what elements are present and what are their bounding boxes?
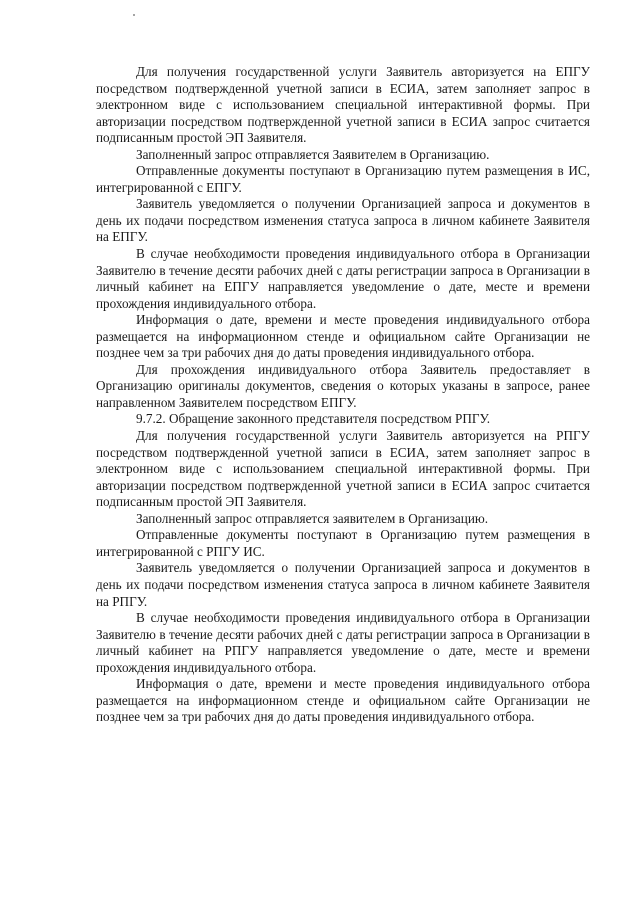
paragraph-applicant-notified: Заявитель уведомляется о получении Организацией запроса и документов в день их подачи посредством изменения статуса запроса в личном кабинете Заявителя на ЕПГУ. (96, 196, 590, 245)
paragraph-applicant-notified-rpgu: Заявитель уведомляется о получении Организацией запроса и документов в день их подачи посредством изменения статуса запроса в личном кабинете Заявителя на РПГУ. (96, 560, 590, 609)
scan-dot (133, 14, 135, 16)
document-page (96, 64, 590, 726)
paragraph-epgu-authorization: Для получения государственной услуги Заявитель авторизуется на ЕПГУ посредством подтвержденной учетной записи в ЕСИА, затем заполняет запрос в электронном виде с использованием специальной интерактивной формы. При авторизации посредством подтвержденной учетной записи в ЕСИА запрос считается подписанным простой ЭП Заявителя. (96, 64, 590, 146)
paragraph-originals: Для прохождения индивидуального отбора Заявитель предоставляет в Организацию оригиналы документов, сведения о которых указаны в запросе, ранее направленном Заявителем посредством ЕПГУ. (96, 361, 590, 410)
paragraph-request-sent-rpgu: Заполненный запрос отправляется заявителем в Организацию. (136, 510, 489, 526)
paragraph-selection-info: Информация о дате, времени и месте проведения индивидуального отбора размещается на информационном стенде и официальном сайте Организации не позднее чем за три рабочих дня до даты проведения индивидуального отбора. (96, 312, 590, 361)
section-heading-9-7-2: 9.7.2. Обращение законного представителя посредством РПГУ. (136, 411, 491, 427)
paragraph-rpgu-authorization: Для получения государственной услуги Заявитель авторизуется на РПГУ посредством подтвержденной учетной записи в ЕСИА, затем заполняет запрос в электронном виде с использованием специальной интерактивной формы. При авторизации посредством подтвержденной учетной записи в ЕСИА запрос считается подписанным простой ЭП Заявителя. (96, 428, 590, 510)
paragraph-selection-notice-rpgu: В случае необходимости проведения индивидуального отбора в Организации Заявителю в течение десяти рабочих дней с даты регистрации запроса в Организации в личный кабинет на РПГУ направляется уведомление о дате, месте и времени прохождения индивидуального отбора. (96, 610, 590, 675)
paragraph-documents-received: Отправленные документы поступают в Организацию путем размещения в ИС, интегрированной с ЕПГУ. (96, 163, 590, 195)
paragraph-request-sent: Заполненный запрос отправляется Заявителем в Организацию. (136, 146, 490, 162)
paragraph-selection-notice: В случае необходимости проведения индивидуального отбора в Организации Заявителю в течение десяти рабочих дней с даты регистрации запроса в Организации в личный кабинет на ЕПГУ направляется уведомление о дате, месте и времени прохождения индивидуального отбора. (96, 246, 590, 311)
paragraph-documents-received-rpgu: Отправленные документы поступают в Организацию путем размещения в интегрированной с РПГУ ИС. (96, 527, 590, 559)
paragraph-selection-info-rpgu: Информация о дате, времени и месте проведения индивидуального отбора размещается на информационном стенде и официальном сайте Организации не позднее чем за три рабочих дня до даты проведения индивидуального отбора. (96, 676, 590, 725)
